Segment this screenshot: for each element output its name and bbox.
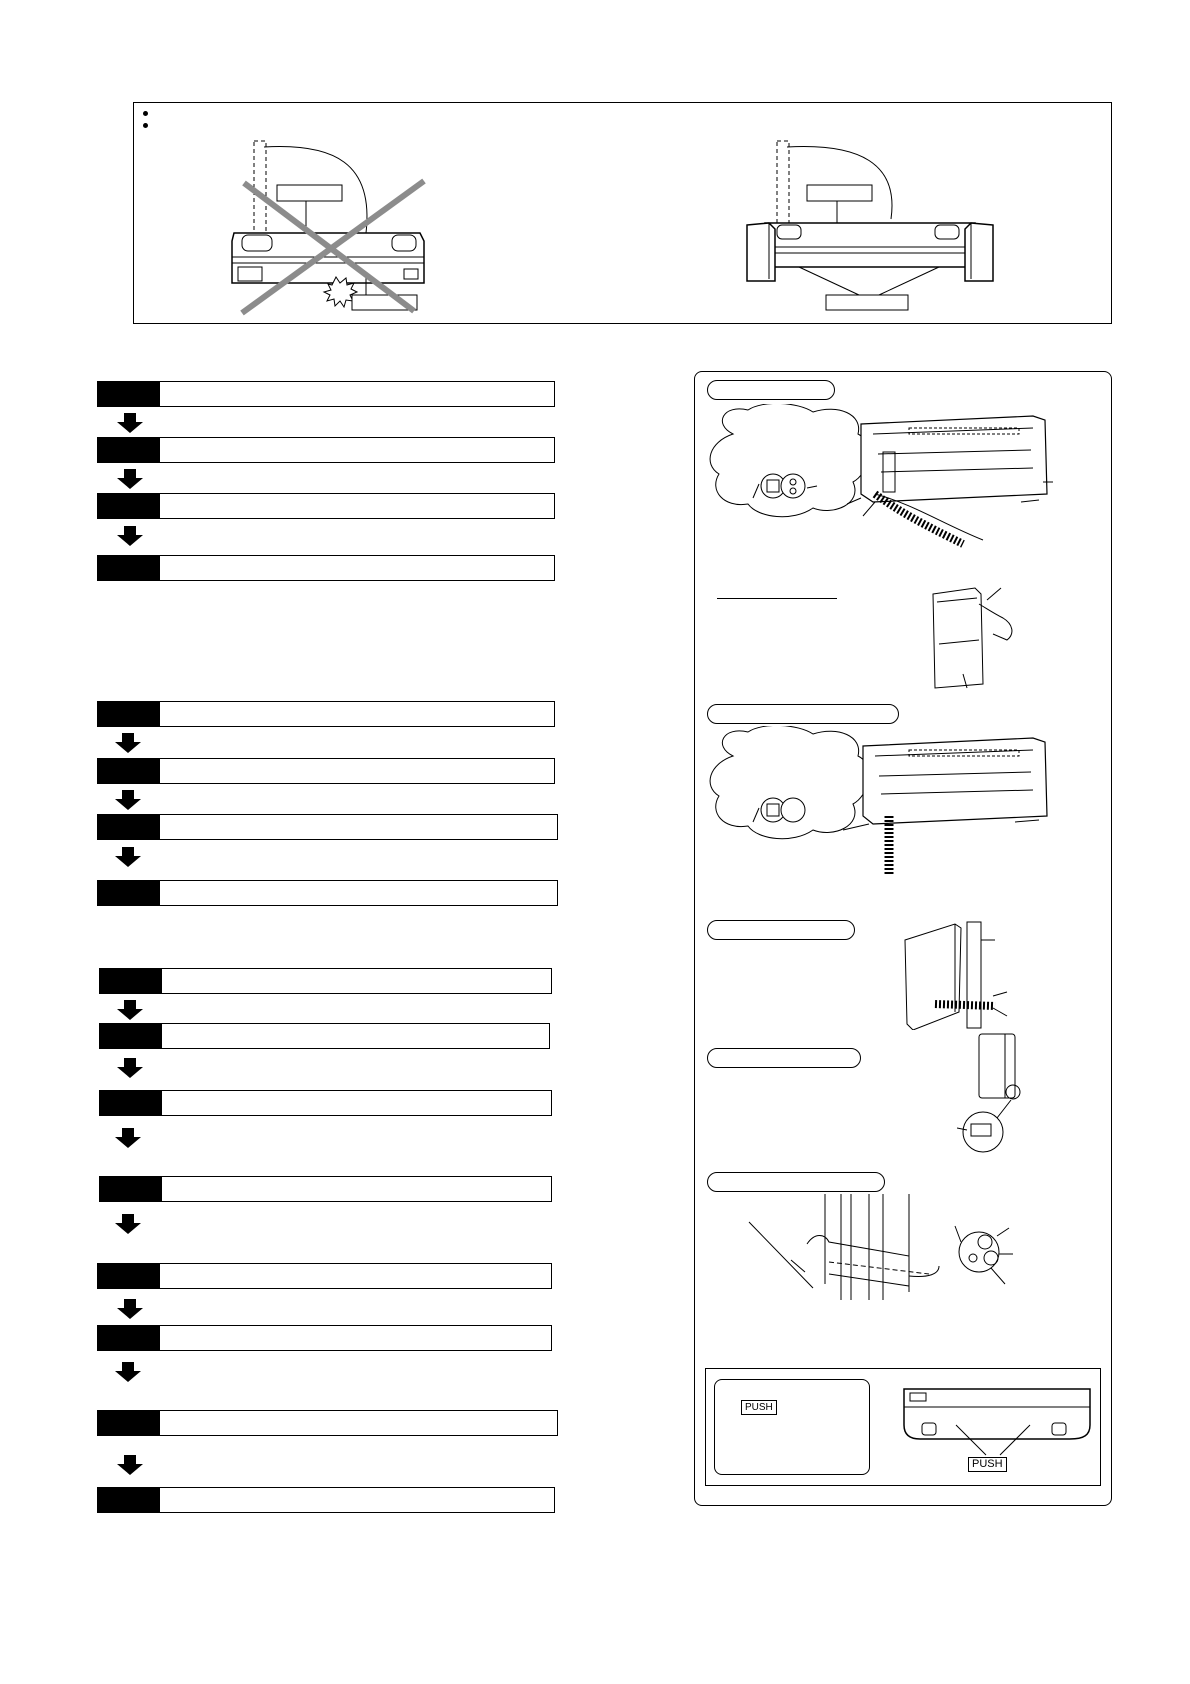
down-arrow-icon xyxy=(117,1000,143,1020)
wall-side-figure xyxy=(895,920,1045,1030)
step-row xyxy=(97,555,555,581)
step-row xyxy=(97,381,555,407)
step-number-block xyxy=(97,1263,159,1289)
down-arrow-icon xyxy=(115,1362,141,1382)
step-number-block xyxy=(97,814,159,840)
push-note-callout xyxy=(714,1379,870,1475)
step-row xyxy=(97,701,555,727)
section-title-pill xyxy=(707,704,899,724)
step-row xyxy=(97,1410,558,1436)
step-number-block xyxy=(97,1325,159,1351)
right-label-upper-box xyxy=(807,185,872,201)
step-row xyxy=(99,1176,552,1202)
down-arrow-icon xyxy=(115,847,141,867)
down-arrow-icon xyxy=(117,469,143,489)
section-title-pill xyxy=(707,380,835,400)
section-title-pill xyxy=(707,1048,861,1068)
unit-bottom-figure xyxy=(900,1385,1096,1457)
push-badge: PUSH xyxy=(741,1400,777,1415)
section-title-pill xyxy=(707,920,855,940)
left-piping-figure xyxy=(703,726,1103,886)
right-label-lower-box xyxy=(826,295,908,310)
divider xyxy=(717,598,837,599)
step-row xyxy=(97,758,555,784)
step-number-block xyxy=(97,1487,159,1513)
step-row xyxy=(99,968,552,994)
step-number-block xyxy=(97,493,159,519)
step-number-block xyxy=(97,1410,159,1436)
section-title-pill xyxy=(707,1172,885,1192)
down-arrow-icon xyxy=(117,1455,143,1475)
step-row xyxy=(97,437,555,463)
step-row xyxy=(99,1023,550,1049)
rear-piping-figure xyxy=(703,404,1103,564)
step-row xyxy=(97,1325,552,1351)
step-number-block xyxy=(97,758,159,784)
wall-hole-figure xyxy=(729,1192,1059,1302)
step-number-block xyxy=(97,555,159,581)
step-number-block xyxy=(99,968,161,994)
piping-direction-panel xyxy=(694,371,1112,1506)
step-number-block xyxy=(99,1176,161,1202)
push-figure-label: PUSH xyxy=(968,1457,1007,1472)
step-row xyxy=(97,493,555,519)
down-arrow-icon xyxy=(117,526,143,546)
step-number-block xyxy=(97,437,159,463)
step-number-block xyxy=(97,701,159,727)
hook-detail-figure xyxy=(923,584,1023,694)
step-number-block xyxy=(99,1090,161,1116)
down-arrow-icon xyxy=(115,733,141,753)
wrong-label-upper-box xyxy=(277,185,342,201)
down-arrow-icon xyxy=(115,790,141,810)
down-arrow-icon xyxy=(115,1214,141,1234)
step-row xyxy=(97,880,558,906)
down-arrow-icon xyxy=(117,413,143,433)
step-number-block xyxy=(99,1023,161,1049)
step-number-block xyxy=(97,880,159,906)
notice-bullet-icon xyxy=(143,111,148,116)
notice-bullet-icon xyxy=(143,123,148,128)
step-row xyxy=(97,1487,555,1513)
push-note-box xyxy=(705,1368,1101,1486)
down-arrow-icon xyxy=(117,1058,143,1078)
wrong-lifting-figure xyxy=(224,133,584,323)
right-lifting-figure xyxy=(739,133,1069,323)
down-arrow-icon xyxy=(117,1299,143,1319)
step-row xyxy=(99,1090,552,1116)
step-row xyxy=(97,1263,552,1289)
down-arrow-icon xyxy=(115,1128,141,1148)
step-number-block xyxy=(97,381,159,407)
side-cover-figure xyxy=(957,1032,1047,1154)
notice-box xyxy=(133,102,1112,324)
step-row xyxy=(97,814,558,840)
